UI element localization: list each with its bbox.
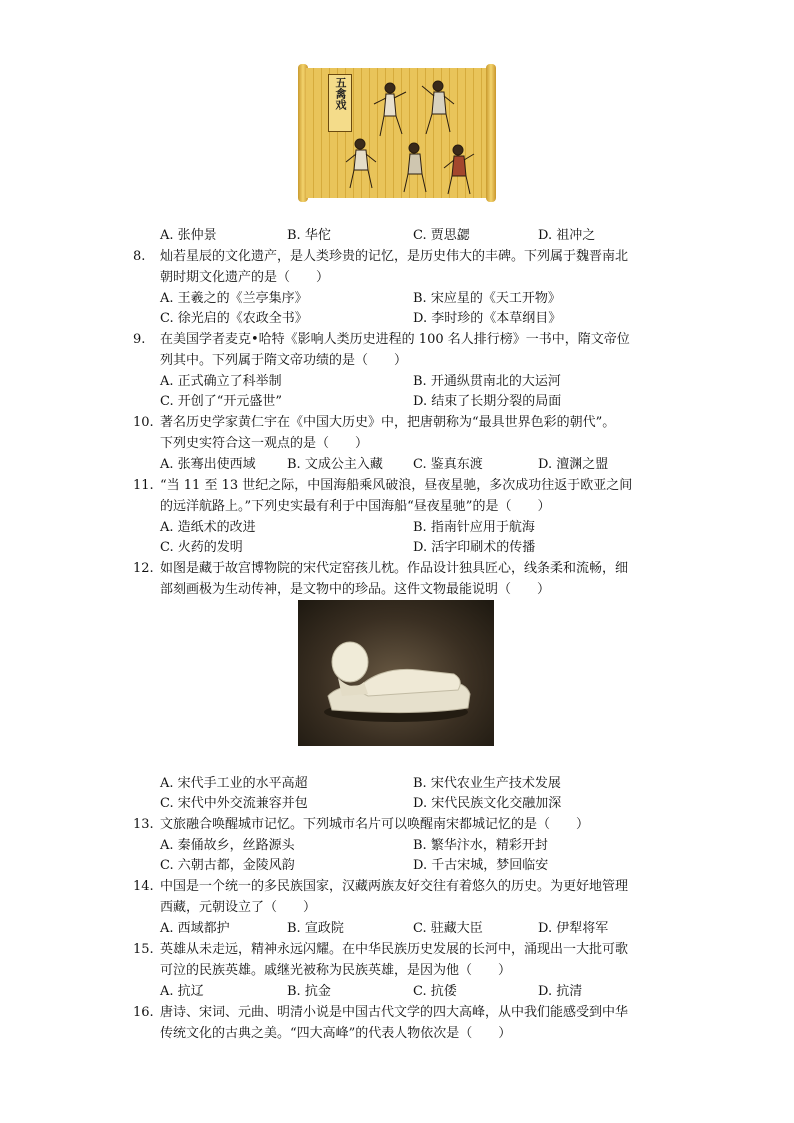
q9-option-d: D. 结束了长期分裂的局面	[413, 394, 562, 409]
q12-number: 12.	[133, 561, 154, 576]
q12-option-a: A. 宋代手工业的水平高超	[160, 776, 308, 791]
q11-stem-line1: “当 11 至 13 世纪之际，中国海船乘风破浪，昼夜星驰，多次成功往返于欧亚之间	[160, 478, 633, 493]
q14-number: 14.	[133, 879, 154, 894]
q13-option-d: D. 千古宋城，梦回临安	[413, 858, 549, 873]
song-ding-kiln-child-pillow-photo	[298, 600, 494, 746]
q10-stem-line2: 下列史实符合这一观点的是（ ）	[160, 436, 369, 451]
q11-option-c: C. 火药的发明	[160, 540, 243, 555]
q12-option-c: C. 宋代中外交流兼容并包	[160, 796, 308, 811]
five-animal-exercise-image	[298, 64, 496, 202]
q14-stem-line1: 中国是一个统一的多民族国家，汉藏两族友好交往有着悠久的历史。为更好地管理	[160, 879, 629, 894]
q15-number: 15.	[133, 942, 154, 957]
q14-option-b: B. 宣政院	[287, 921, 344, 936]
q11-option-d: D. 活字印刷术的传播	[413, 540, 536, 555]
q11-number: 11.	[133, 478, 154, 493]
q11-option-b: B. 指南针应用于航海	[413, 520, 535, 535]
q9-number: 9.	[133, 332, 146, 347]
q14-option-d: D. 伊犁将军	[538, 921, 609, 936]
q15-option-d: D. 抗清	[538, 984, 583, 999]
q11-option-a: A. 造纸术的改进	[160, 520, 256, 535]
q15-stem-line1: 英雄从未走远，精神永远闪耀。在中华民族历史发展的长河中，涌现出一大批可歌	[160, 942, 629, 957]
q15-option-b: B. 抗金	[287, 984, 331, 999]
q8-option-c: C. 徐光启的《农政全书》	[160, 311, 308, 326]
q11-stem-line2: 的远洋航路上。”下列史实最有利于中国海船“昼夜星驰”的是（ ）	[160, 499, 551, 514]
q9-stem-line2: 列其中。下列属于隋文帝功绩的是（ ）	[160, 353, 408, 368]
q9-stem-line1: 在美国学者麦克•哈特《影响人类历史进程的 100 名人排行榜》一书中，隋文帝位	[160, 332, 630, 347]
q12-stem-line1: 如图是藏于故宫博物院的宋代定窑孩儿枕。作品设计独具匠心，线条柔和流畅，细	[160, 561, 629, 576]
q15-stem-line2: 可泣的民族英雄。戚继光被称为民族英雄，是因为他（ ）	[160, 963, 512, 978]
q13-option-c: C. 六朝古都，金陵风韵	[160, 858, 295, 873]
q9-option-b: B. 开通纵贯南北的大运河	[413, 374, 561, 389]
q7-option-b: B. 华佗	[287, 228, 331, 243]
child-pillow-illustration	[298, 600, 494, 746]
q13-number: 13.	[133, 817, 154, 832]
scroll-title: 五禽戏	[328, 74, 352, 132]
exercise-figures	[298, 64, 496, 202]
q16-stem-line1: 唐诗、宋词、元曲、明清小说是中国古代文学的四大高峰，从中我们能感受到中华	[160, 1005, 629, 1020]
q12-option-d: D. 宋代民族文化交融加深	[413, 796, 562, 811]
q8-stem-line1: 灿若星辰的文化遗产，是人类珍贵的记忆，是历史伟大的丰碑。下列属于魏晋南北	[160, 249, 629, 264]
q7-option-d: D. 祖冲之	[538, 228, 596, 243]
q13-option-b: B. 繁华汴水，精彩开封	[413, 838, 548, 853]
q9-option-c: C. 开创了“开元盛世”	[160, 394, 283, 409]
q14-stem-line2: 西藏，元朝设立了（ ）	[160, 900, 317, 915]
q10-stem-line1: 著名历史学家黄仁宇在《中国大历史》中，把唐朝称为“最具世界色彩的朝代”。	[160, 415, 616, 430]
q10-option-c: C. 鉴真东渡	[413, 457, 483, 472]
q15-option-a: A. 抗辽	[160, 984, 204, 999]
q8-stem-line2: 朝时期文化遗产的是（ ）	[160, 270, 330, 285]
q7-option-c: C. 贾思勰	[413, 228, 470, 243]
q12-stem-line2: 部刻画极为生动传神，是文物中的珍品。这件文物最能说明（ ）	[160, 582, 551, 597]
figure-head	[385, 83, 395, 93]
q13-stem-line1: 文旅融合唤醒城市记忆。下列城市名片可以唤醒南宋都城记忆的是（ ）	[160, 817, 590, 832]
q8-option-b: B. 宋应星的《天工开物》	[413, 291, 561, 306]
q14-option-c: C. 驻藏大臣	[413, 921, 483, 936]
q16-stem-line2: 传统文化的古典之美。“四大高峰”的代表人物依次是（ ）	[160, 1026, 512, 1041]
q8-number: 8.	[133, 249, 146, 264]
q10-option-d: D. 澶渊之盟	[538, 457, 609, 472]
q15-option-c: C. 抗倭	[413, 984, 457, 999]
q13-option-a: A. 秦俑故乡，丝路源头	[160, 838, 295, 853]
q12-option-b: B. 宋代农业生产技术发展	[413, 776, 561, 791]
q8-option-a: A. 王羲之的《兰亭集序》	[160, 291, 308, 306]
q7-option-a: A. 张仲景	[160, 228, 217, 243]
q10-option-b: B. 文成公主入藏	[287, 457, 383, 472]
q14-option-a: A. 西域都护	[160, 921, 230, 936]
q10-number: 10.	[133, 415, 154, 430]
q16-number: 16.	[133, 1005, 154, 1020]
q10-option-a: A. 张骞出使西域	[160, 457, 256, 472]
q9-option-a: A. 正式确立了科举制	[160, 374, 282, 389]
q8-option-d: D. 李时珍的《本草纲目》	[413, 311, 562, 326]
